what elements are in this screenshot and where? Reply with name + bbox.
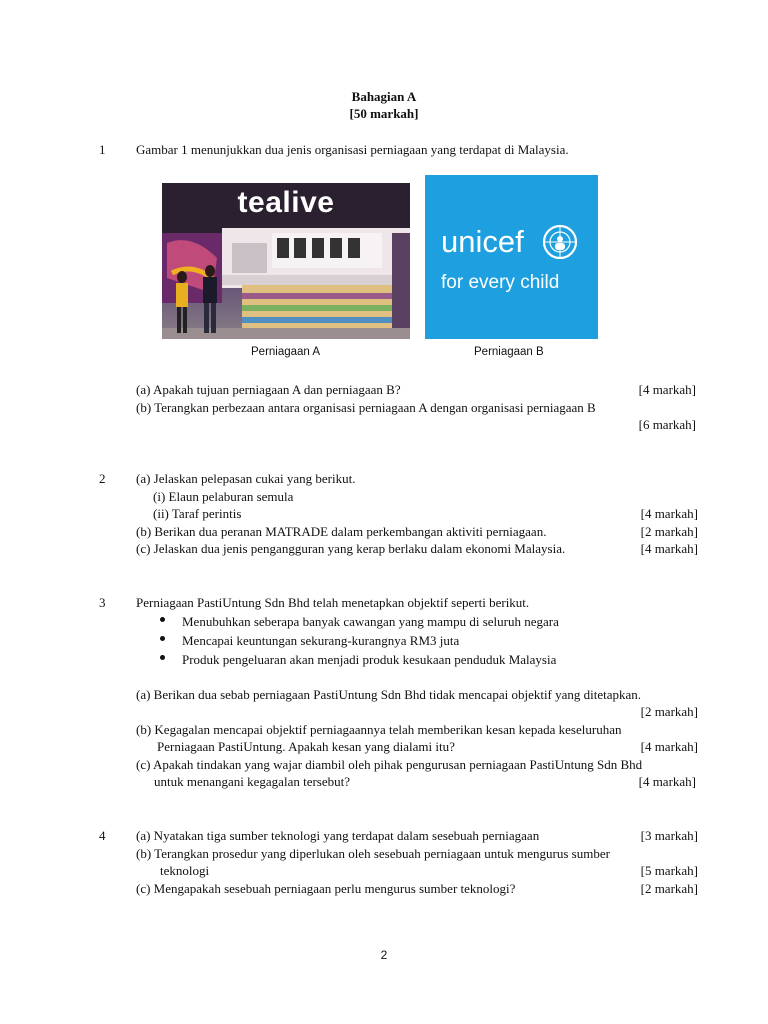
q3-part-a-marks: [2 markah] [640, 704, 698, 719]
q2-part-a-marks: [4 markah] [640, 506, 698, 521]
unicef-wordmark: unicef [441, 224, 524, 259]
page-number: 2 [380, 948, 388, 962]
q4-part-b-line2: teknologi [160, 863, 210, 878]
q2-part-b: (b) Berikan dua peranan MATRADE dalam perkembangan aktiviti perniagaan. [136, 524, 547, 539]
q4-part-a-marks: [3 markah] [640, 828, 698, 843]
bullet-dot [160, 617, 165, 622]
q3-part-c-line2: untuk menangani kegagalan tersebut? [154, 774, 351, 789]
q1-part-b: (b) Terangkan perbezaan antara organisasi perniagaan A dengan organisasi perniagaan B [136, 400, 596, 415]
question-number-3: 3 [99, 595, 106, 610]
tealive-logo: tealive [237, 186, 335, 219]
tealive-store-photo [162, 183, 410, 339]
q2-part-a: (a) Jelaskan pelepasan cukai yang berikut. [136, 471, 356, 486]
bullet-dot [160, 655, 165, 660]
q2-part-b-marks: [2 markah] [640, 524, 698, 539]
q3-part-b-line1: (b) Kegagalan mencapai objektif perniagaannya telah memberikan kesan kepada keseluruhan [136, 722, 622, 737]
q4-part-b-line1: (b) Terangkan prosedur yang diperlukan oleh sesebuah perniagaan untuk mengurus sumber [136, 846, 610, 861]
q2-part-c-marks: [4 markah] [640, 541, 698, 556]
caption-perniagaan-b: Perniagaan B [474, 346, 544, 358]
question-number-1: 1 [99, 142, 106, 157]
unicef-emblem-icon [541, 223, 579, 261]
q1-part-a: (a) Apakah tujuan perniagaan A dan perniagaan B? [136, 382, 401, 397]
q2-part-a-i: (i) Elaun pelaburan semula [153, 489, 294, 504]
q4-part-b-marks: [5 markah] [640, 863, 698, 878]
unicef-tagline: for every child [441, 272, 560, 293]
q3-objective-1: Menubuhkan seberapa banyak cawangan yang mampu di seluruh negara [182, 614, 559, 629]
caption-perniagaan-a: Perniagaan A [251, 346, 321, 358]
q3-part-b-line2: Perniagaan PastiUntung. Apakah kesan yang dialami itu? [157, 739, 455, 754]
question-number-4: 4 [99, 828, 106, 843]
q3-objective-3: Produk pengeluaran akan menjadi produk kesukaan penduduk Malaysia [182, 652, 557, 667]
q3-part-b-marks: [4 markah] [640, 739, 698, 754]
section-marks: [50 markah] [349, 106, 419, 121]
q4-part-c: (c) Mengapakah sesebuah perniagaan perlu mengurus sumber teknologi? [136, 881, 516, 896]
q3-objective-2: Mencapai keuntungan sekurang-kurangnya RM3 juta [182, 633, 460, 648]
bullet-dot [160, 636, 165, 641]
q2-part-a-ii: (ii) Taraf perintis [153, 506, 242, 521]
unicef-logo-panel [425, 175, 598, 339]
question-1-stem: Gambar 1 menunjukkan dua jenis organisasi perniagaan yang terdapat di Malaysia. [136, 142, 569, 157]
q3-part-c-line1: (c) Apakah tindakan yang wajar diambil oleh pihak pengurusan perniagaan PastiUntung Sdn Bhd [136, 757, 643, 772]
q3-part-a: (a) Berikan dua sebab perniagaan PastiUntung Sdn Bhd tidak mencapai objektif yang ditetapkan. [136, 687, 642, 702]
q4-part-a: (a) Nyatakan tiga sumber teknologi yang terdapat dalam sesebuah perniagaan [136, 828, 540, 843]
q4-part-c-marks: [2 markah] [640, 881, 698, 896]
q2-part-c: (c) Jelaskan dua jenis pengangguran yang kerap berlaku dalam ekonomi Malaysia. [136, 541, 566, 556]
section-title: Bahagian A [351, 89, 417, 104]
question-number-2: 2 [99, 471, 106, 486]
question-3-stem: Perniagaan PastiUntung Sdn Bhd telah menetapkan objektif seperti berikut. [136, 595, 530, 610]
q1-part-a-marks: [4 markah] [638, 382, 696, 397]
q3-part-c-marks: [4 markah] [638, 774, 696, 789]
q1-part-b-marks: [6 markah] [638, 417, 696, 432]
